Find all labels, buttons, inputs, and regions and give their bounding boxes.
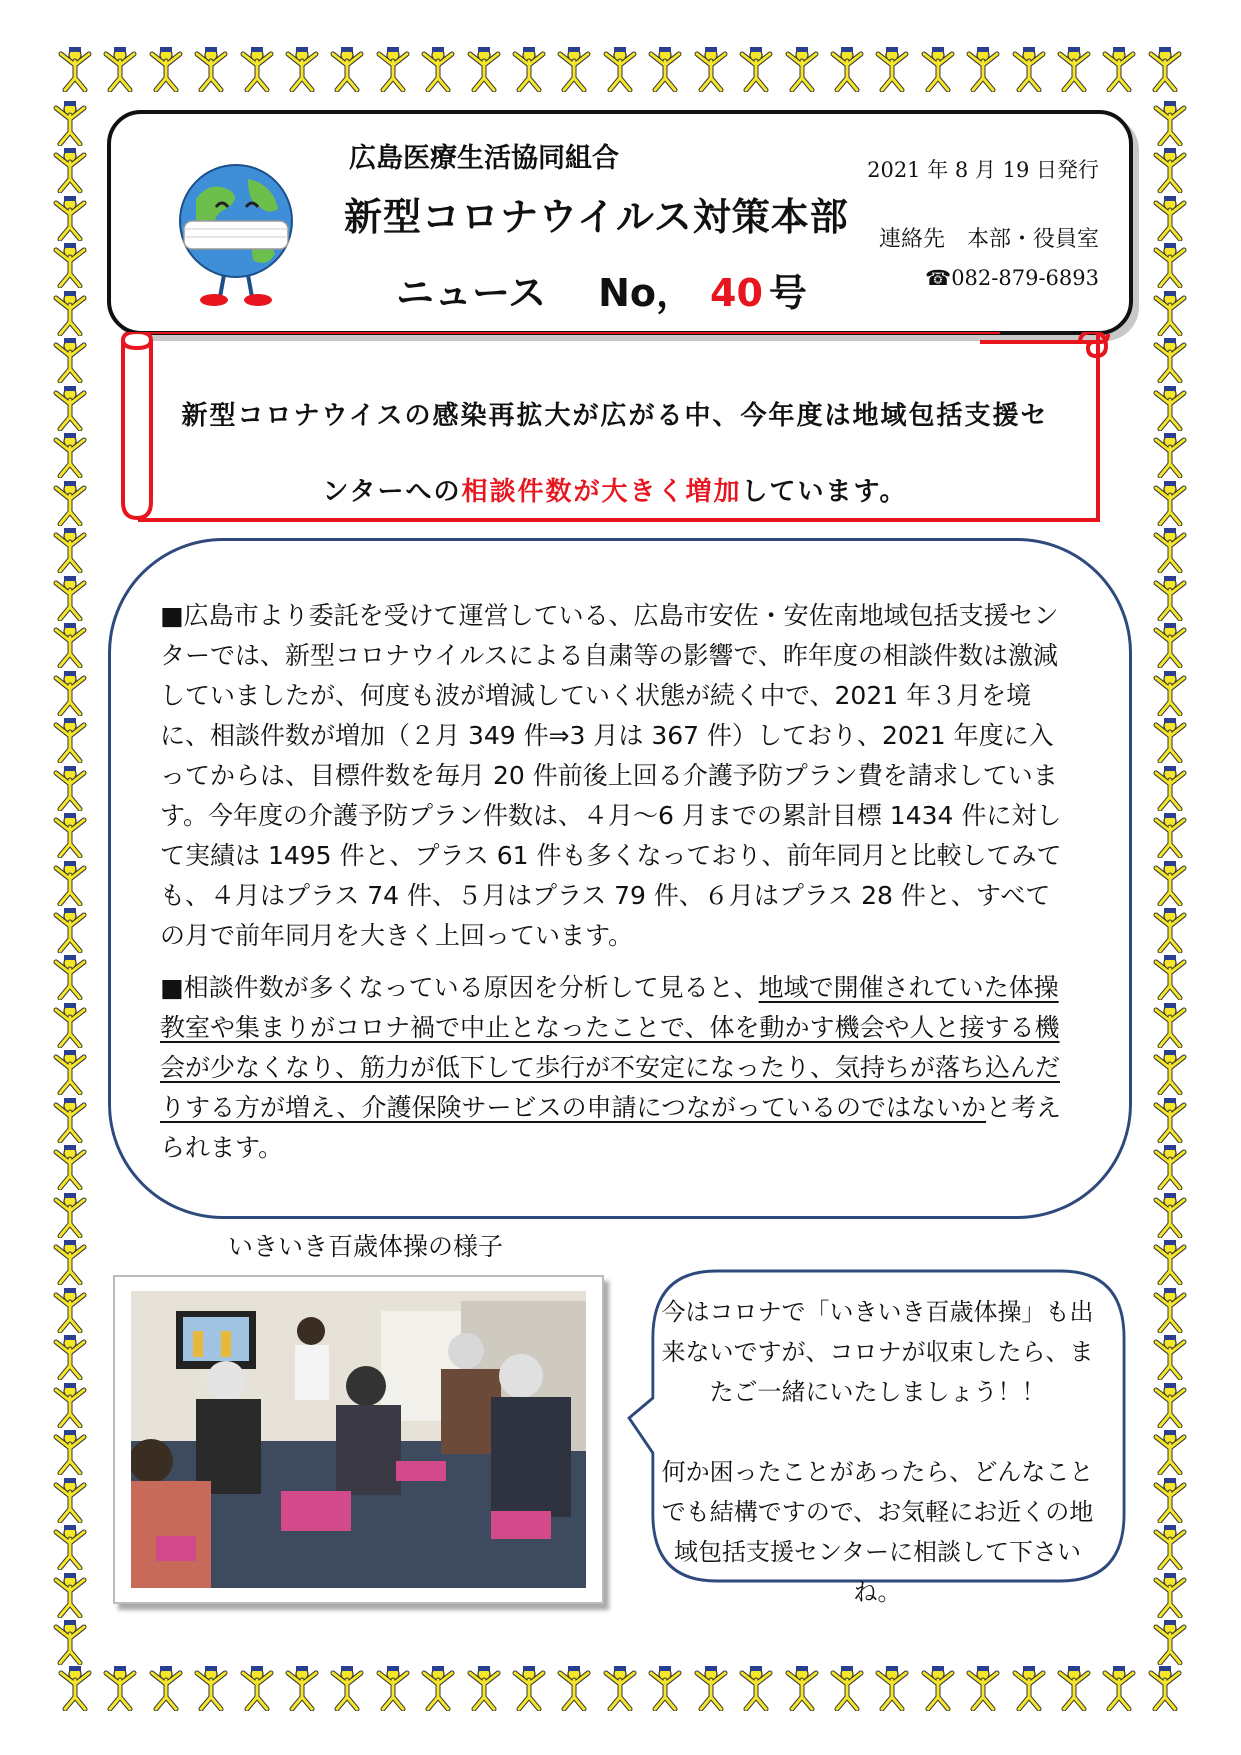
yellow-figure-icon [50, 1477, 90, 1523]
yellow-figure-icon [509, 1665, 549, 1711]
yellow-figure-icon [50, 432, 90, 478]
yellow-figure-icon [1150, 1002, 1190, 1048]
yellow-figure-icon [1150, 1287, 1190, 1333]
yellow-figure-icon [100, 1665, 140, 1711]
yellow-figure-icon [50, 812, 90, 858]
yellow-figure-icon [1009, 46, 1049, 92]
yellow-figure-icon [1150, 1572, 1190, 1618]
yellow-figure-icon [146, 46, 186, 92]
yellow-figure-icon [1150, 1429, 1190, 1475]
yellow-figure-icon [1150, 432, 1190, 478]
yellow-figure-icon [191, 1665, 231, 1711]
yellow-figure-icon [282, 46, 322, 92]
yellow-figure-icon [1145, 46, 1185, 92]
yellow-figure-icon [600, 1665, 640, 1711]
yellow-figure-icon [827, 1665, 867, 1711]
yellow-figure-icon [1150, 290, 1190, 336]
yellow-figure-icon [50, 1429, 90, 1475]
page-title: 新型コロナウイルス対策本部 [344, 195, 849, 239]
yellow-figure-icon [50, 1287, 90, 1333]
yellow-figure-icon [1150, 1382, 1190, 1428]
yellow-figure-icon [1150, 860, 1190, 906]
yellow-figure-icon [1150, 575, 1190, 621]
yellow-figure-icon [963, 1665, 1003, 1711]
yellow-figure-icon [736, 1665, 776, 1711]
yellow-figure-icon [50, 1239, 90, 1285]
yellow-figure-icon [50, 717, 90, 763]
yellow-figure-icon [1150, 670, 1190, 716]
yellow-figure-icon [1150, 1097, 1190, 1143]
yellow-figure-icon [146, 1665, 186, 1711]
yellow-figure-icon [1150, 1192, 1190, 1238]
yellow-figure-icon [736, 46, 776, 92]
globe-mascot-icon [166, 159, 306, 309]
yellow-figure-icon [782, 46, 822, 92]
news-label: ニュース [396, 271, 547, 315]
yellow-figure-icon [50, 100, 90, 146]
yellow-figure-icon [1150, 337, 1190, 383]
paragraph-2-pre: ■相談件数が多くなっている原因を分析して見ると、 [160, 973, 759, 1002]
yellow-figure-icon [645, 46, 685, 92]
yellow-figure-icon [50, 1097, 90, 1143]
org-name: 広島医療生活協同組合 [349, 143, 619, 174]
banner-highlight: 相談件数が大きく増加 [461, 477, 742, 507]
yellow-figure-icon [50, 907, 90, 953]
yellow-figure-icon [554, 1665, 594, 1711]
yellow-figure-icon [918, 1665, 958, 1711]
yellow-figure-icon [1150, 147, 1190, 193]
yellow-figure-icon [1150, 242, 1190, 288]
yellow-figure-icon [1150, 765, 1190, 811]
yellow-figure-icon [645, 1665, 685, 1711]
issue-date: 2021 年 8 月 19 日発行 [867, 158, 1099, 182]
yellow-figure-icon [50, 337, 90, 383]
yellow-figure-icon [1150, 195, 1190, 241]
border-top [55, 46, 1185, 98]
issue-number: 40 [710, 271, 763, 315]
border-right [1150, 100, 1196, 1665]
yellow-figure-icon [50, 1002, 90, 1048]
photo-caption: いきいき百歳体操の様子 [228, 1232, 504, 1261]
yellow-figure-icon [50, 1619, 90, 1665]
banner-line-2 [150, 454, 1080, 530]
yellow-figure-icon [50, 242, 90, 288]
issue-no-label: No， [598, 271, 695, 315]
yellow-figure-icon [1150, 954, 1190, 1000]
yellow-figure-icon [50, 527, 90, 573]
exercise-photo [113, 1275, 604, 1604]
yellow-figure-icon [100, 46, 140, 92]
yellow-figure-icon [554, 46, 594, 92]
yellow-figure-icon [1150, 480, 1190, 526]
yellow-figure-icon [191, 46, 231, 92]
yellow-figure-icon [600, 46, 640, 92]
yellow-figure-icon [1150, 385, 1190, 431]
yellow-figure-icon [1150, 1144, 1190, 1190]
yellow-figure-icon [327, 1665, 367, 1711]
yellow-figure-icon [50, 1049, 90, 1095]
paragraph-2-underlined: 地域で開催されていた体操教室や集まりがコロナ禍で中止となったことで、体を動かす機会や人と接する機会が少なくなり、筋力が低下して歩行が不安定になったり、気持ちが落ち込んだりする方が増え、介護保険サービスの申請につながっているのではないか [160, 973, 1061, 1122]
speech-text [655, 1292, 1100, 1612]
yellow-figure-icon [50, 1144, 90, 1190]
yellow-figure-icon [872, 46, 912, 92]
yellow-figure-icon [1150, 717, 1190, 763]
yellow-figure-icon [1150, 812, 1190, 858]
yellow-figure-icon [50, 622, 90, 668]
yellow-figure-icon [50, 1572, 90, 1618]
yellow-figure-icon [282, 1665, 322, 1711]
speech-line-2: 何か困ったことがあったら、どんなことでも結構ですので、お気軽にお近くの地域包括支援センターに相談して下さいね。 [661, 1458, 1094, 1606]
banner-line-2-pre: ンターへの [322, 477, 462, 507]
paragraph-2 [160, 968, 1065, 1168]
yellow-figure-icon [50, 765, 90, 811]
yellow-figure-icon [50, 480, 90, 526]
speech-line-1: 今はコロナで「いきいき百歳体操」も出来ないですが、コロナが収束したら、またご一緒にいたしましょう！！ [661, 1298, 1094, 1406]
yellow-figure-icon [691, 46, 731, 92]
header-box [107, 110, 1133, 335]
yellow-figure-icon [418, 46, 458, 92]
yellow-figure-icon [50, 670, 90, 716]
yellow-figure-icon [918, 46, 958, 92]
banner-text [150, 378, 1080, 530]
yellow-figure-icon [1150, 1049, 1190, 1095]
yellow-figure-icon [1009, 1665, 1049, 1711]
yellow-figure-icon [55, 46, 95, 92]
yellow-figure-icon [1054, 1665, 1094, 1711]
issue-line [396, 262, 807, 317]
yellow-figure-icon [237, 46, 277, 92]
yellow-figure-icon [50, 385, 90, 431]
yellow-figure-icon [50, 1334, 90, 1380]
yellow-figure-icon [55, 1665, 95, 1711]
yellow-figure-icon [1150, 1239, 1190, 1285]
yellow-figure-icon [1145, 1665, 1185, 1711]
banner-line-2-post: しています。 [741, 477, 908, 507]
yellow-figure-icon [509, 46, 549, 92]
yellow-figure-icon [418, 1665, 458, 1711]
yellow-figure-icon [872, 1665, 912, 1711]
yellow-figure-icon [1150, 1619, 1190, 1665]
yellow-figure-icon [50, 860, 90, 906]
yellow-figure-icon [1150, 622, 1190, 668]
yellow-figure-icon [1150, 527, 1190, 573]
yellow-figure-icon [827, 46, 867, 92]
yellow-figure-icon [1150, 1524, 1190, 1570]
yellow-figure-icon [1054, 46, 1094, 92]
phone-number: ☎082-879-6893 [925, 266, 1099, 290]
yellow-figure-icon [50, 147, 90, 193]
yellow-figure-icon [373, 46, 413, 92]
yellow-figure-icon [237, 1665, 277, 1711]
yellow-figure-icon [1150, 1334, 1190, 1380]
yellow-figure-icon [963, 46, 1003, 92]
yellow-figure-icon [50, 290, 90, 336]
border-left [50, 100, 96, 1665]
exercise-photo-image [131, 1291, 586, 1588]
yellow-figure-icon [327, 46, 367, 92]
banner-line-1: 新型コロナウイスの感染再拡大が広がる中、今年度は地域包括支援セ [181, 401, 1049, 431]
yellow-figure-icon [50, 195, 90, 241]
paragraph-1: ■広島市より委託を受けて運営している、広島市安佐・安佐南地域包括支援センターでは、新型コロナウイルスによる自粛等の影響で、昨年度の相談件数は激減していましたが、何度も波が増減していく状態が続く中で、2021 年３月を境に、相談件数が増加（２月 349 件⇒3 月は 367 件）しており、2021 年度に入ってからは、目標件数を毎月 20 件前後上回る介護予防プラン費を請求しています。今年度の介護予防プラン件数は、４月～6 月までの累計目標 1434 件に対して実績は 1495 件と、プラス 61 件も多くなっており、前年同月と比較してみても、４月はプラス 74 件、５月はプラス 79 件、６月はプラス 28 件と、すべての月で前年同月を大きく上回っています。 [160, 601, 1062, 950]
yellow-figure-icon [50, 1382, 90, 1428]
contact-info: 連絡先 本部・役員室 [878, 227, 1099, 252]
yellow-figure-icon [1150, 907, 1190, 953]
yellow-figure-icon [50, 575, 90, 621]
yellow-figure-icon [50, 1192, 90, 1238]
yellow-figure-icon [50, 1524, 90, 1570]
yellow-figure-icon [782, 1665, 822, 1711]
border-bottom [55, 1665, 1185, 1717]
issue-suffix: 号 [768, 271, 807, 315]
yellow-figure-icon [464, 1665, 504, 1711]
yellow-figure-icon [1150, 100, 1190, 146]
yellow-figure-icon [1150, 1477, 1190, 1523]
paragraph-2-post: と考えられます。 [160, 1093, 1062, 1162]
yellow-figure-icon [691, 1665, 731, 1711]
yellow-figure-icon [373, 1665, 413, 1711]
yellow-figure-icon [464, 46, 504, 92]
yellow-figure-icon [50, 954, 90, 1000]
yellow-figure-icon [1099, 46, 1139, 92]
yellow-figure-icon [1099, 1665, 1139, 1711]
